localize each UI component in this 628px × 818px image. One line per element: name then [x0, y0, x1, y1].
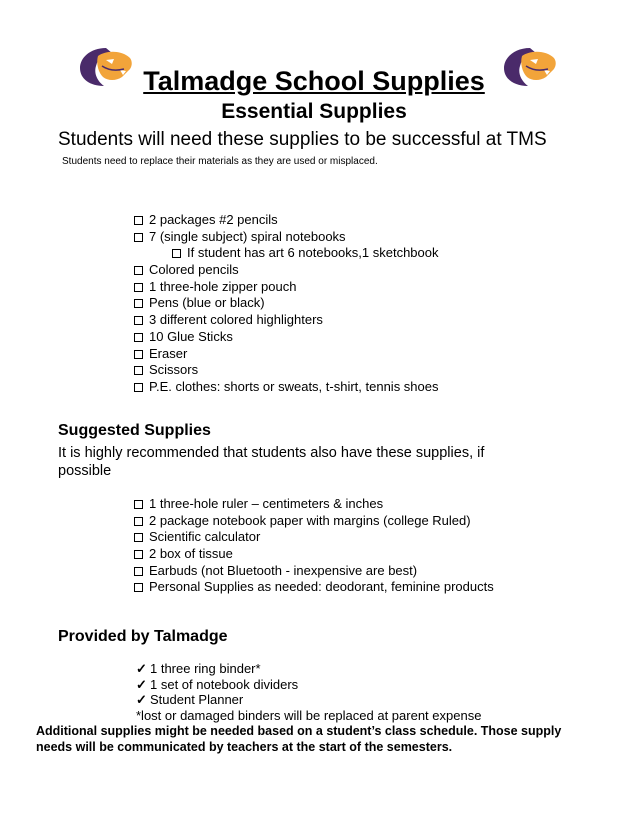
checkbox-icon [134, 366, 143, 375]
checkbox-icon [134, 233, 143, 242]
checkbox-icon [134, 316, 143, 325]
checkbox-icon [134, 299, 143, 308]
checkmark-icon: ✓ [136, 692, 147, 707]
checkbox-icon [134, 266, 143, 275]
checkbox-icon [134, 333, 143, 342]
checkbox-icon [134, 216, 143, 225]
checkbox-icon [134, 350, 143, 359]
list-item: 2 packages #2 pencils [134, 212, 439, 229]
list-item: 1 three-hole zipper pouch [134, 279, 439, 296]
checkmark-icon: ✓ [136, 676, 147, 692]
list-item: Scissors [134, 362, 439, 379]
list-item: Earbuds (not Bluetooth - inexpensive are best) [134, 563, 494, 580]
provided-list [136, 661, 481, 723]
list-item: 2 box of tissue [134, 546, 494, 563]
checkbox-icon [134, 500, 143, 509]
intro-text: Students will need these supplies to be successful at TMS [58, 129, 547, 150]
suggested-description: It is highly recommended that students also have these supplies, if possible [58, 445, 485, 479]
list-item: Colored pencils [134, 262, 439, 279]
checkmark-icon: ✓ [136, 661, 147, 676]
checkbox-icon [134, 383, 143, 392]
list-item: ✓ Student Planner [136, 692, 244, 707]
provided-heading: Provided by Talmadge [58, 628, 228, 645]
suggested-heading: Suggested Supplies [58, 422, 211, 439]
intro-note: Students need to replace their materials as they are used or misplaced. [62, 156, 378, 167]
checkbox-icon [134, 583, 143, 592]
checkbox-icon [134, 517, 143, 526]
list-item: 3 different colored highlighters [134, 312, 439, 329]
checkbox-icon [134, 283, 143, 292]
list-item: Scientific calculator [134, 529, 494, 546]
list-item: 2 package notebook paper with margins (college Ruled) [134, 513, 494, 530]
footer-note: Additional supplies might be needed based on a student’s class schedule. Those supply needs will be communicated by teachers at the start of the semesters. [36, 724, 562, 754]
list-item: 1 three-hole ruler – centimeters & inches [134, 496, 494, 513]
list-item: Pens (blue or black) [134, 295, 439, 312]
page-title: Talmadge School Supplies [143, 66, 485, 96]
checkbox-icon [172, 249, 181, 258]
list-item: ✓ 1 set of notebook dividers [136, 676, 299, 692]
checkbox-icon [134, 550, 143, 559]
essential-supplies-list [134, 212, 439, 396]
checkbox-icon [134, 567, 143, 576]
provided-footnote: *lost or damaged binders will be replaced at parent expense [136, 707, 482, 723]
suggested-supplies-list [134, 496, 494, 596]
list-item: Personal Supplies as needed: deodorant, feminine products [134, 579, 494, 596]
list-item: P.E. clothes: shorts or sweats, t-shirt, tennis shoes [134, 379, 439, 396]
list-item: 7 (single subject) spiral notebooks [134, 229, 439, 246]
list-item: ✓ 1 three ring binder* [136, 661, 261, 676]
list-item: If student has art 6 notebooks,1 sketchbook [134, 245, 439, 262]
list-item: Eraser [134, 346, 439, 363]
checkbox-icon [134, 533, 143, 542]
page-subtitle: Essential Supplies [221, 100, 407, 123]
list-item: 10 Glue Sticks [134, 329, 439, 346]
